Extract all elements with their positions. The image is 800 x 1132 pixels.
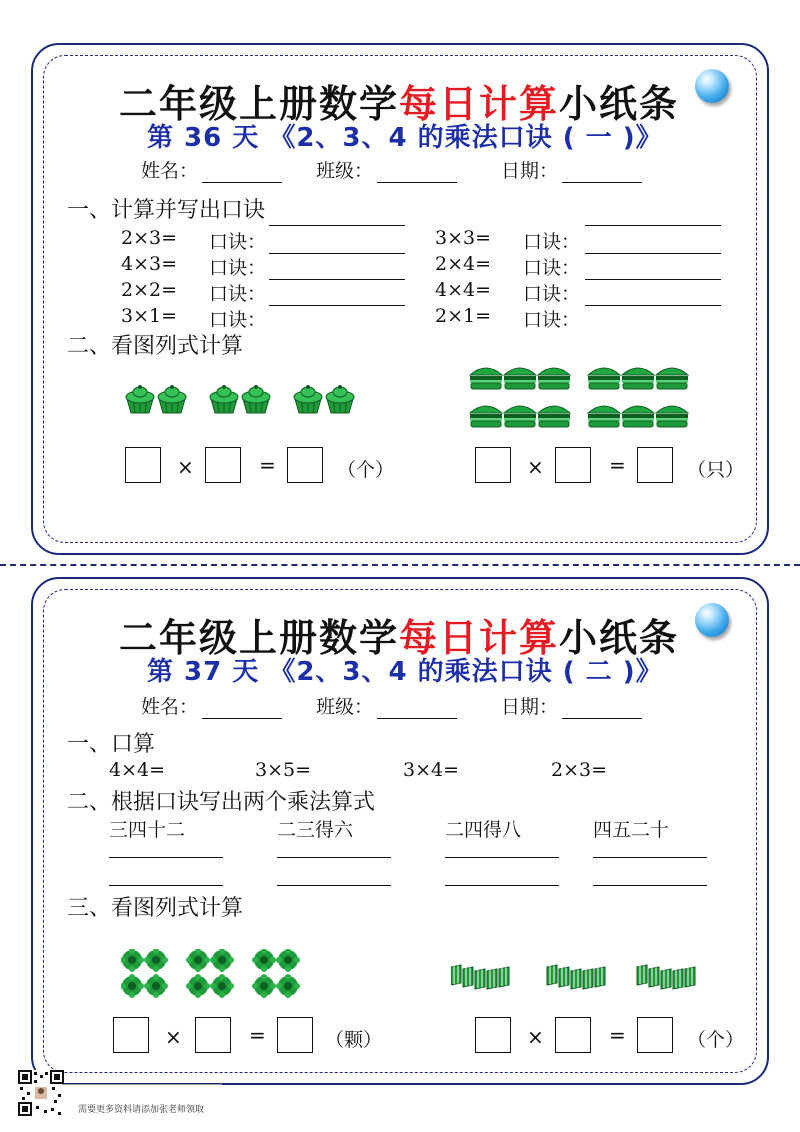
qr-code-icon [18,1070,64,1116]
section-heading-1: 一、口算 [67,732,156,757]
blue-ball-icon [695,69,729,103]
expression-right-3: 4×4= [435,279,492,301]
answer-box[interactable] [637,447,673,483]
section-heading-3: 三、看图列式计算 [67,896,244,921]
cupcake-picture [123,379,373,421]
formula-label: 口诀： [523,231,581,253]
burger-icon [656,368,688,389]
equals-sign: = [609,1023,626,1047]
answer-line[interactable] [277,857,391,858]
burger-icon [588,406,620,427]
gift-box-icon [673,969,683,989]
flower-icon [276,949,300,972]
gift-box-icon [571,969,581,989]
oral-expression: 2×3= [551,759,608,781]
answer-line[interactable] [593,885,707,886]
gift-box-icon [499,967,509,987]
answer-line[interactable] [269,253,405,254]
footer-note: 需要更多资料请添加张老师领取 [78,1105,205,1115]
worksheet-subtitle: 第 37 天 《2、3、4 的乘法口诀 ( 二 )》 [147,657,663,687]
section-heading-2: 二、根据口诀写出两个乘法算式 [67,790,376,815]
times-sign: × [165,1025,182,1049]
gift-box-icon [637,965,647,985]
burger-icon [504,406,536,427]
answer-box[interactable] [287,447,323,483]
formula-label: 口诀： [523,283,581,305]
formula-label: 口诀： [523,257,581,279]
class-field[interactable]: 班级： [316,692,457,719]
answer-box[interactable] [475,1017,511,1053]
answer-box[interactable] [637,1017,673,1053]
worksheet-card-day36 [31,43,769,555]
flower-picture [121,949,311,1003]
burger-icon [538,406,570,427]
burger-icon [622,406,654,427]
expression-right-4: 2×1= [435,305,492,327]
answer-box[interactable] [277,1017,313,1053]
flower-icon [144,949,168,972]
cupcake-icon [126,385,154,413]
formula-label: 口诀： [209,283,267,305]
burger-icon [622,368,654,389]
gift-box-icon [463,967,473,987]
class-field[interactable]: 班级： [316,156,457,183]
answer-box[interactable] [555,447,591,483]
cut-line [0,564,800,566]
expression-left-4: 3×1= [121,305,178,327]
gift-box-icon [451,965,461,985]
worksheet-card-day37 [31,577,769,1085]
answer-line[interactable] [269,225,405,226]
answer-line[interactable] [585,279,721,280]
formula-label: 口诀： [209,231,267,253]
burger-icon [656,406,688,427]
flower-icon [252,974,276,998]
answer-box[interactable] [195,1017,231,1053]
cupcake-icon [210,385,238,413]
answer-line[interactable] [585,305,721,306]
name-field[interactable]: 姓名： [141,156,282,183]
formula-label: 口诀： [523,309,581,331]
gift-box-picture [451,963,711,993]
oral-expression: 3×5= [255,759,312,781]
formula-label: 口诀： [209,257,267,279]
expression-left-2: 4×3= [121,253,178,275]
gift-box-icon [475,969,485,989]
formula-label: 口诀： [209,309,267,331]
expression-right-1: 3×3= [435,227,492,249]
times-sign: × [527,1025,544,1049]
answer-box[interactable] [555,1017,591,1053]
worksheet-title: 二年级上册数学每日计算小纸条 [119,82,680,126]
gift-box-icon [685,967,695,987]
burger-icon [470,368,502,389]
gift-box-icon [487,969,497,989]
answer-box[interactable] [475,447,511,483]
oral-expression: 4×4= [109,759,166,781]
cupcake-icon [294,385,322,413]
answer-line[interactable] [593,857,707,858]
gift-box-icon [649,967,659,987]
unit-label: （只） [687,459,745,481]
times-sign: × [527,455,544,479]
answer-line[interactable] [585,253,721,254]
rhyme-text: 二三得六 [277,819,354,841]
answer-line[interactable] [277,885,391,886]
answer-line[interactable] [445,885,559,886]
gift-box-icon [583,969,593,989]
flower-icon [210,949,234,972]
rhyme-text: 三四十二 [109,819,186,841]
answer-box[interactable] [125,447,161,483]
answer-box[interactable] [205,447,241,483]
unit-label: （颗） [325,1029,383,1051]
burger-picture [469,361,699,433]
gift-box-icon [547,965,557,985]
burger-icon [504,368,536,389]
footer-divider [62,1084,222,1085]
rhyme-text: 二四得八 [445,819,522,841]
rhyme-text: 四五二十 [593,819,670,841]
cupcake-icon [326,385,354,413]
times-sign: × [177,455,194,479]
cupcake-icon [158,385,186,413]
flower-icon [186,949,210,972]
flower-icon [144,974,168,998]
blue-ball-icon [695,603,729,637]
gift-box-icon [595,967,605,987]
answer-line[interactable] [269,305,405,306]
unit-label: （个） [687,1029,745,1051]
flower-icon [210,974,234,998]
section-heading-2: 二、看图列式计算 [67,334,244,359]
worksheet-title: 二年级上册数学每日计算小纸条 [119,616,680,660]
flower-icon [121,974,144,998]
unit-label: （个） [337,459,395,481]
cupcake-icon [242,385,270,413]
equals-sign: = [259,453,276,477]
flower-icon [252,949,276,972]
expression-left-1: 2×3= [121,227,178,249]
answer-line[interactable] [585,225,721,226]
burger-icon [588,368,620,389]
oral-expression: 3×4= [403,759,460,781]
burger-icon [538,368,570,389]
answer-box[interactable] [113,1017,149,1053]
flower-icon [276,974,300,998]
name-field[interactable]: 姓名： [141,692,282,719]
date-field[interactable]: 日期： [501,692,642,719]
date-field[interactable]: 日期： [501,156,642,183]
equals-sign: = [609,453,626,477]
flower-icon [121,949,144,972]
expression-right-2: 2×4= [435,253,492,275]
section-heading-1: 一、计算并写出口诀 [67,198,266,223]
answer-line[interactable] [445,857,559,858]
gift-box-icon [559,967,569,987]
equals-sign: = [249,1023,266,1047]
answer-line[interactable] [109,857,223,858]
answer-line[interactable] [269,279,405,280]
expression-left-3: 2×2= [121,279,178,301]
answer-line[interactable] [109,885,223,886]
burger-icon [470,406,502,427]
worksheet-subtitle: 第 36 天 《2、3、4 的乘法口诀 ( 一 )》 [147,123,663,153]
gift-box-icon [661,969,671,989]
flower-icon [186,974,210,998]
